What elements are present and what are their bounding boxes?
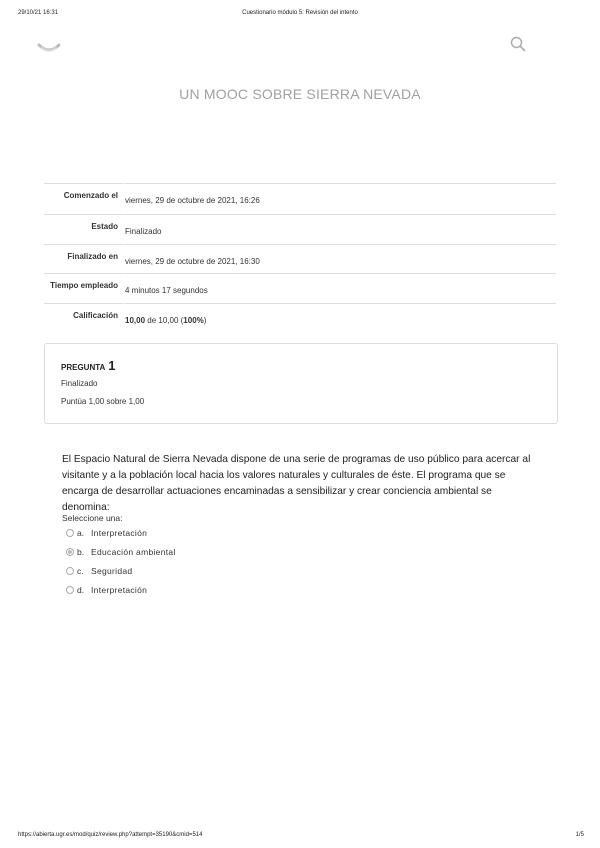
question-number: 1	[108, 358, 116, 373]
print-page-title: Cuestionario módulo 5: Revisión del intento	[242, 10, 358, 16]
grade-value	[125, 304, 557, 332]
summary-value: viernes, 29 de octubre de 2021, 16:26	[125, 184, 557, 215]
print-page-number: 1/5	[575, 832, 584, 838]
course-title[interactable]: UN MOOC SOBRE SIERRA NEVADA	[179, 86, 421, 102]
radio-button[interactable]	[66, 567, 74, 575]
grade-of-text: de 10,00 (	[147, 316, 184, 325]
answer-prompt: Seleccione una:	[62, 513, 123, 523]
summary-row-state	[44, 215, 556, 245]
summary-row-time-taken	[44, 274, 556, 304]
answer-letter: c.	[77, 566, 84, 576]
grade-close: )	[203, 316, 207, 325]
summary-row-grade	[44, 304, 556, 332]
answer-text: Educación ambiental	[91, 547, 176, 557]
grade-score: 10,00	[125, 316, 146, 325]
summary-value: viernes, 29 de octubre de 2021, 16:30	[125, 245, 557, 274]
question-label-text: PREGUNTA	[61, 363, 106, 372]
summary-value: 4 minutos 17 segundos	[125, 274, 557, 304]
radio-button[interactable]	[66, 586, 74, 594]
summary-label: Calificación	[73, 311, 118, 320]
grade-percent: 100%	[183, 316, 204, 325]
radio-button-selected[interactable]	[66, 548, 74, 556]
summary-row-started	[44, 184, 556, 215]
answer-letter: a.	[77, 528, 85, 538]
question-label	[61, 358, 116, 373]
answer-letter: d.	[77, 585, 85, 595]
summary-row-finished	[44, 245, 556, 274]
summary-label: Finalizado en	[67, 252, 118, 261]
question-text: El Espacio Natural de Sierra Nevada dispone de una serie de programas de uso público para acercar al visitante y a la población local hacia los valores naturales y culturales de éste. El programa que se encarga de desarrollar actuaciones encaminadas a sensibilizar y crear conciencia ambiental se denomina:	[62, 454, 531, 513]
ugr-logo-icon[interactable]	[36, 36, 62, 58]
attempt-summary-table	[44, 183, 556, 332]
summary-value: Finalizado	[125, 215, 557, 245]
answer-text: Interpretación	[91, 585, 148, 595]
answer-text: Seguridad	[91, 566, 133, 576]
answer-letter: b.	[77, 547, 85, 557]
print-datetime: 29/10/21 16:31	[18, 10, 59, 16]
question-info-box	[44, 343, 558, 424]
answer-text: Interpretación	[91, 528, 148, 538]
question-state: Finalizado	[61, 379, 98, 388]
print-url: https://abierta.ugr.es/mod/quiz/review.php?attempt=35190&cmid=514	[18, 832, 203, 838]
question-mark: Puntúa 1,00 sobre 1,00	[61, 397, 145, 406]
summary-label: Tiempo empleado	[50, 281, 118, 290]
summary-label: Estado	[91, 222, 118, 231]
summary-label: Comenzado el	[63, 191, 118, 200]
radio-button[interactable]	[66, 529, 74, 537]
search-icon[interactable]	[510, 36, 526, 52]
